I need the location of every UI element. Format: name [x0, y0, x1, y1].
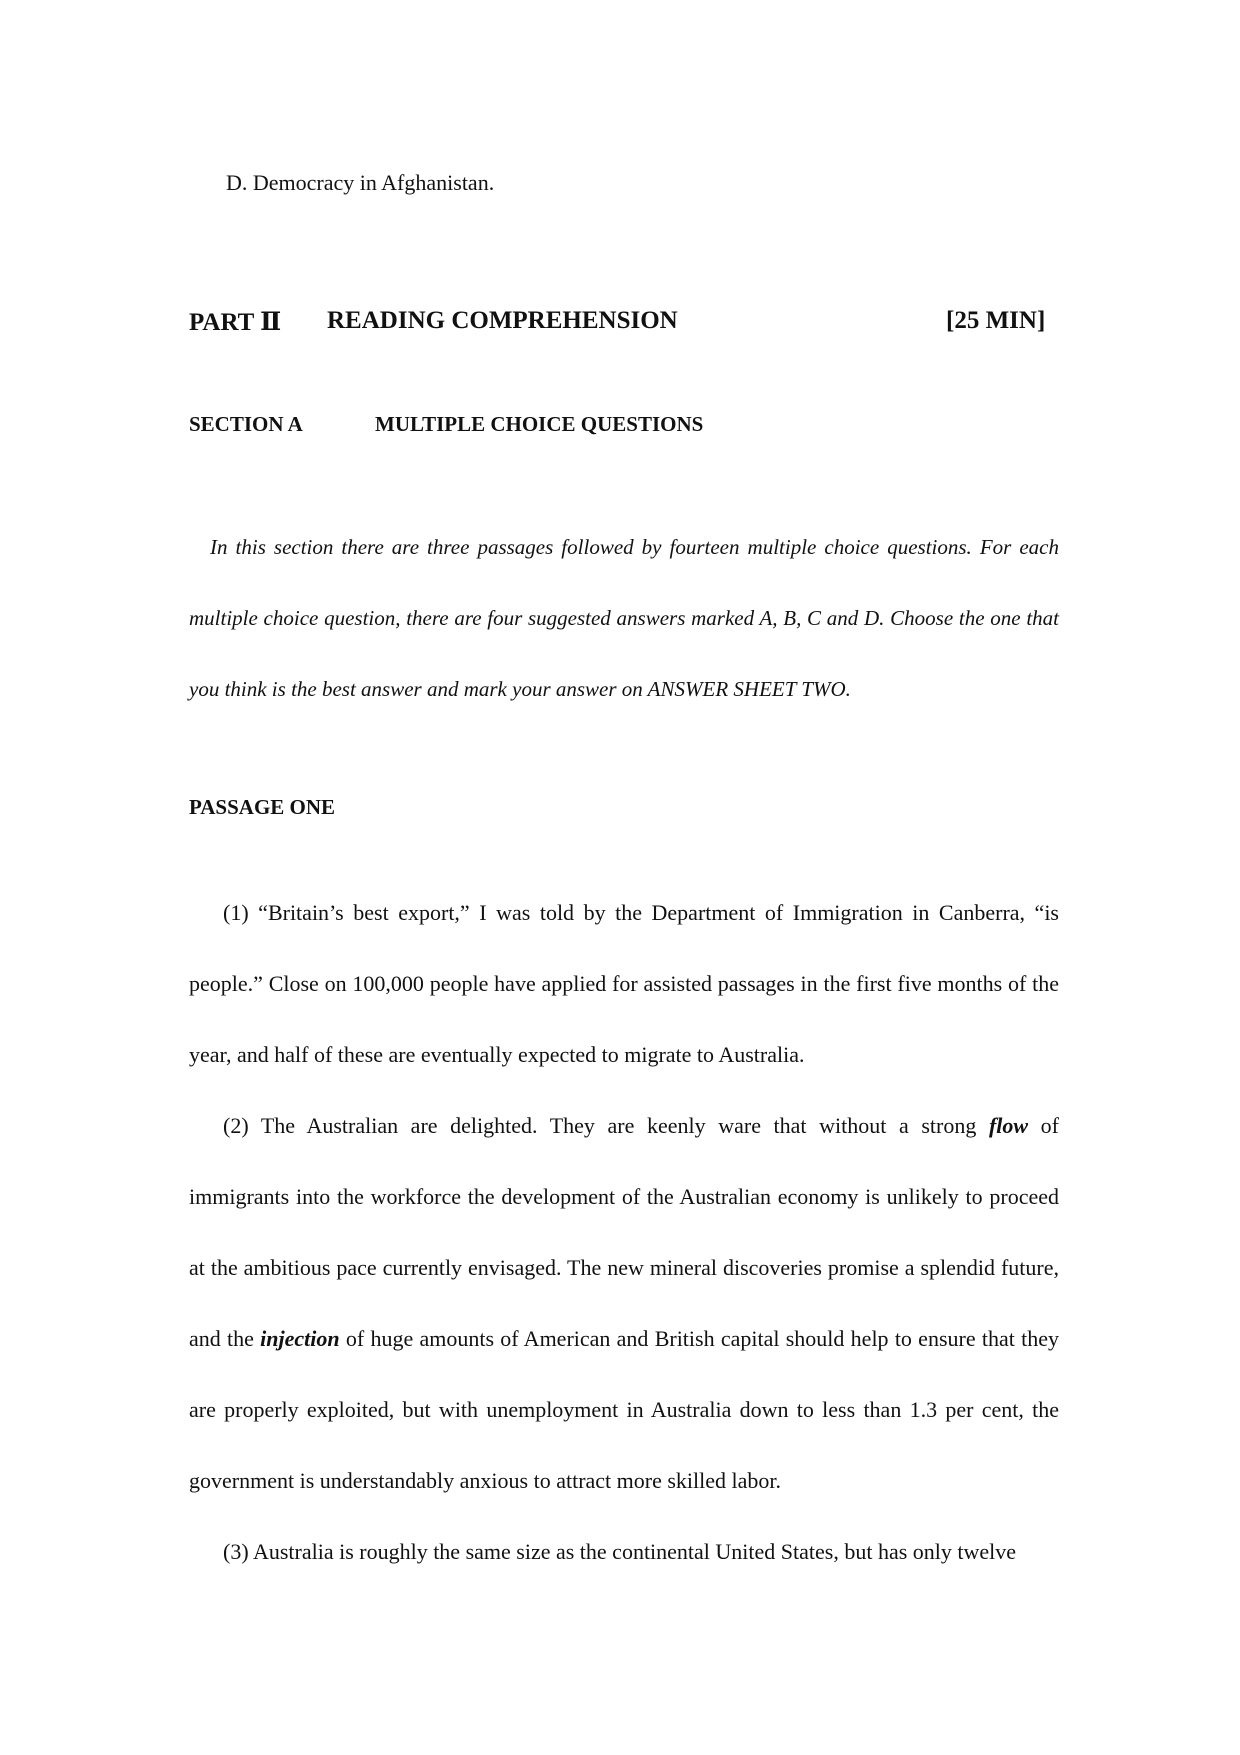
passage-body	[189, 877, 1059, 1587]
paragraph-2-text-a: (2) The Australian are delighted. They are keenly ware that without a strong	[223, 1113, 989, 1138]
passage-heading: PASSAGE ONE	[189, 795, 336, 819]
section-label: SECTION A	[189, 412, 303, 436]
keyword-flow: flow	[988, 1113, 1029, 1138]
section-instructions: In this section there are three passages followed by fourteen multiple choice questions. For each multiple choice question, there are four suggested answers marked A, B, C and D. Choose the one that you think is the best answer and mark your answer on ANSWER SHEET TWO.	[189, 535, 1059, 701]
part-time-limit: [25 MIN]	[946, 307, 1046, 334]
section-title: MULTIPLE CHOICE QUESTIONS	[375, 412, 704, 436]
paragraph-1: (1) “Britain’s best export,” I was told by the Department of Immigration in Canberra, “is people.” Close on 100,000 people have applied for assisted passages in the first five months of the year, and half of these are eventually expected to migrate to Australia.	[189, 900, 1059, 1067]
paragraph-2-text-b: of immigrants into the workforce the development of the Australian economy is unlikely to proceed at the ambitious pace currently envisaged. The new mineral discoveries promise a splendid future, and the	[189, 1113, 1059, 1351]
part-label: PART Ⅱ	[189, 309, 282, 336]
part-title: READING COMPREHENSION	[327, 307, 678, 334]
paragraph-2-text-c: of huge amounts of American and British capital should help to ensure that they are properly exploited, but with unemployment in Australia down to less than 1.3 per cent, the government is understandably anxious to attract more skilled labor.	[189, 1326, 1059, 1493]
paragraph-2	[189, 1090, 1059, 1516]
answer-option-d: D. Democracy in Afghanistan.	[226, 170, 495, 195]
keyword-injection: injection	[260, 1326, 340, 1351]
paragraph-3: (3) Australia is roughly the same size as the continental United States, but has only twelve	[223, 1539, 1017, 1564]
